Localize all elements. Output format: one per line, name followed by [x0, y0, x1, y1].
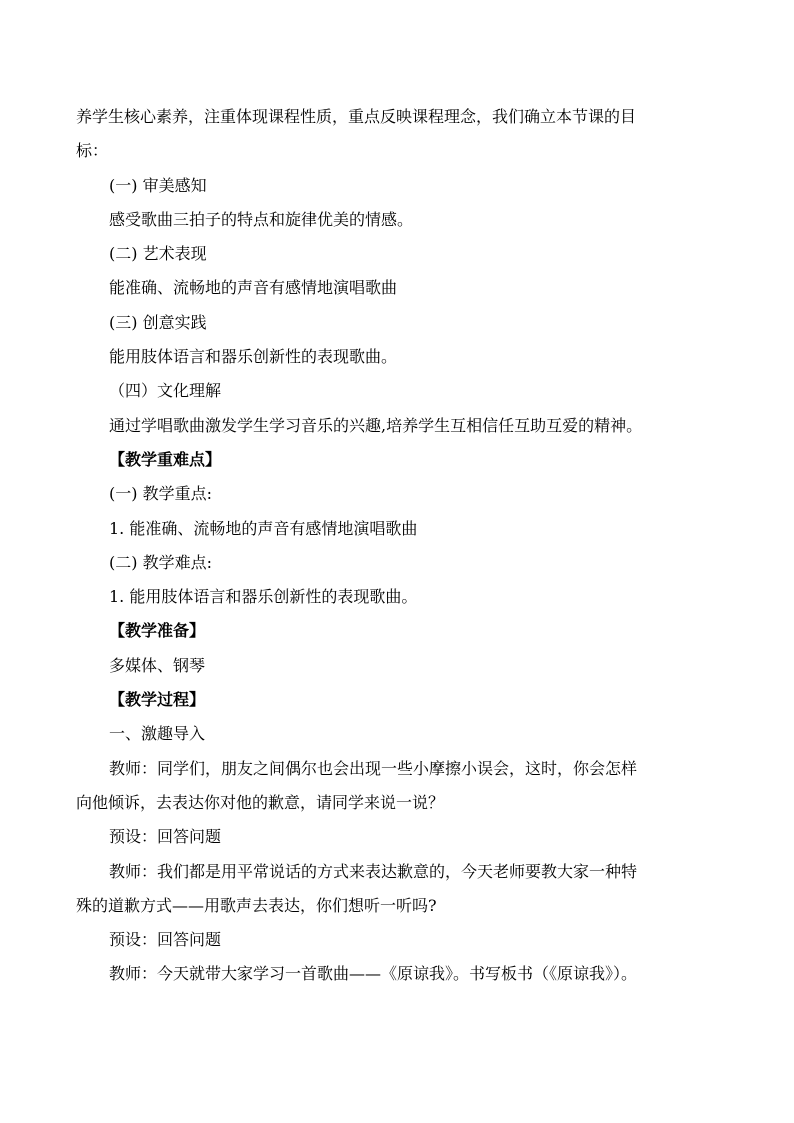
paragraph-line: 感受歌曲三拍子的特点和旋律优美的情感。: [109, 209, 414, 229]
paragraph-line: 殊的道歉方式——用歌声去表达，你们想听一听吗?: [76, 895, 437, 915]
section-heading-key-points: (一) 教学重点:: [109, 484, 212, 504]
paragraph-line: 养学生核心素养，注重体现课程性质，重点反映课程理念，我们确立本节课的目: [76, 107, 637, 126]
paragraph-line: 通过学唱歌曲激发学生学习音乐的兴趣,培养学生互相信任互助互爱的精神。: [109, 415, 643, 435]
section-heading-art-expression: (二) 艺术表现: [109, 244, 207, 264]
paragraph-line: 教师：我们都是用平常说话的方式来表达歉意的，今天老师要教大家一种特: [109, 861, 638, 881]
paragraph-line: 教师：同学们，朋友之间偶尔也会出现一些小摩擦小误会，这时，你会怎样: [109, 758, 638, 778]
section-heading-aesthetic: (一) 审美感知: [109, 175, 207, 195]
paragraph-line: 多媒体、钢琴: [109, 655, 206, 675]
document-body: [76, 100, 728, 992]
paragraph-line: 向他倾诉，去表达你对他的歉意，请同学来说一说？: [76, 792, 445, 812]
section-heading-intro: 一、激趣导入: [109, 724, 206, 744]
section-heading-difficult-points: (二) 教学难点:: [109, 552, 212, 572]
list-item: 1. 能用肢体语言和器乐创新性的表现歌曲。: [109, 587, 418, 607]
paragraph-line: 预设：回答问题: [109, 930, 222, 950]
section-heading-creative-practice: (三) 创意实践: [109, 312, 207, 332]
paragraph-line: 能准确、流畅地的声音有感情地演唱歌曲: [109, 278, 398, 298]
heading-process: 【教学过程】: [109, 690, 206, 710]
heading-preparation: 【教学准备】: [109, 621, 206, 641]
paragraph-line: 标：: [76, 141, 109, 161]
paragraph-line: 教师：今天就带大家学习一首歌曲——《原谅我》。书写板书（《原谅我》）。: [109, 964, 638, 984]
heading-key-difficult-points: 【教学重难点】: [109, 449, 222, 469]
section-heading-culture: （四）文化理解: [109, 381, 222, 401]
paragraph-line: 能用肢体语言和器乐创新性的表现歌曲。: [109, 347, 398, 367]
list-item: 1. 能准确、流畅地的声音有感情地演唱歌曲: [109, 518, 418, 538]
paragraph-line: 预设：回答问题: [109, 827, 222, 847]
